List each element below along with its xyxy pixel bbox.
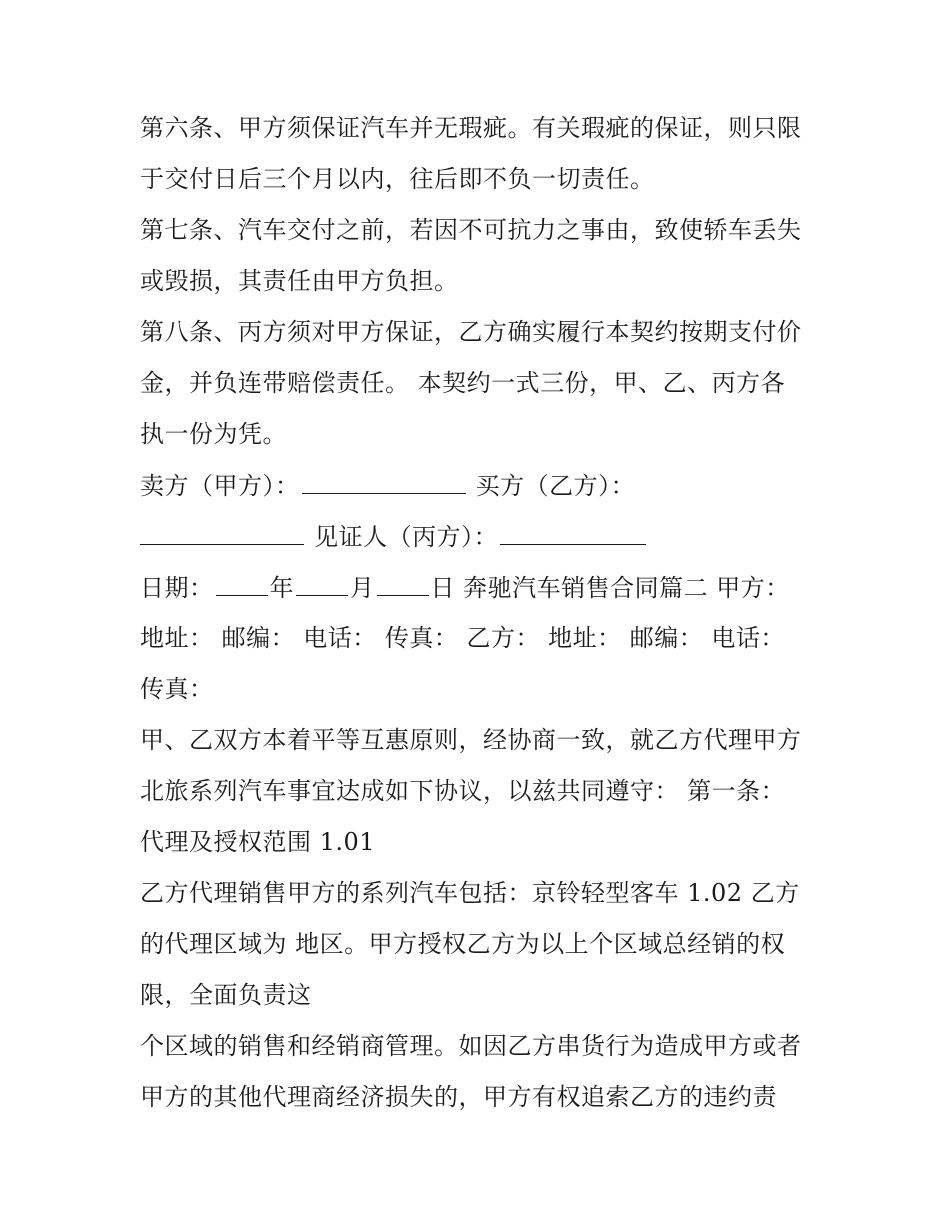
year-label: 年 [269,574,294,602]
text-line: 执一份为凭。 [140,420,287,448]
buyer-blank [140,516,304,545]
buyer-label: 买方（乙方）： [475,472,636,500]
text-line: 或毁损，其责任由甲方负担。 [140,267,459,295]
year-blank [216,567,268,596]
text-line: 个区域的销售和经销商管理。如因乙方串货行为造成甲方或者 [140,1032,802,1060]
text-line: 传真： [140,675,214,703]
text-line: 第六条、甲方须保证汽车并无瑕疵。有关瑕疵的保证，则只限 [140,114,802,142]
text-line: 第七条、汽车交付之前，若因不可抗力之事由，致使轿车丢失 [140,216,802,244]
text-line: 代理及授权范围 1.01 [140,828,376,856]
date-line [140,567,830,607]
date-tail: 奔驰汽车销售合同篇二 甲方： [455,574,790,602]
text-line: 限，全面负责这 [140,981,312,1009]
text-line: 于交付日后三个月以内，往后即不负一切责任。 [140,165,655,193]
text-line: 甲方的其他代理商经济损失的，甲方有权追索乙方的违约责 [140,1083,777,1111]
text-line: 北旅系列汽车事宜达成如下协议，以兹共同遵守： 第一条： [140,777,786,805]
text-line: 金，并负连带赔偿责任。 本契约一式三份，甲、乙、丙方各 [140,369,786,397]
seller-blank [302,465,466,494]
text-line: 地址： 邮编： 电话： 传真： 乙方： 地址： 邮编： 电话： [140,624,785,652]
month-blank [296,567,348,596]
date-label: 日期： [140,574,214,602]
seller-label: 卖方（甲方）： [140,472,300,500]
day-blank [377,567,429,596]
text-line: 第八条、丙方须对甲方保证，乙方确实履行本契约按期支付价 [140,318,802,346]
witness-blank [500,516,646,545]
signature-line-witness [140,516,830,556]
text-line: 甲、乙双方本着平等互惠原则，经协商一致，就乙方代理甲方 [140,726,802,754]
signature-line-seller [140,465,830,505]
day-label: 日 [430,574,455,602]
month-label: 月 [350,574,375,602]
text-line: 的代理区域为 地区。甲方授权乙方为以上个区域总经销的权 [140,930,786,958]
text-line: 乙方代理销售甲方的系列汽车包括：京铃轻型客车 1.02 乙方 [140,879,800,907]
witness-label: 见证人（丙方）： [314,523,499,551]
